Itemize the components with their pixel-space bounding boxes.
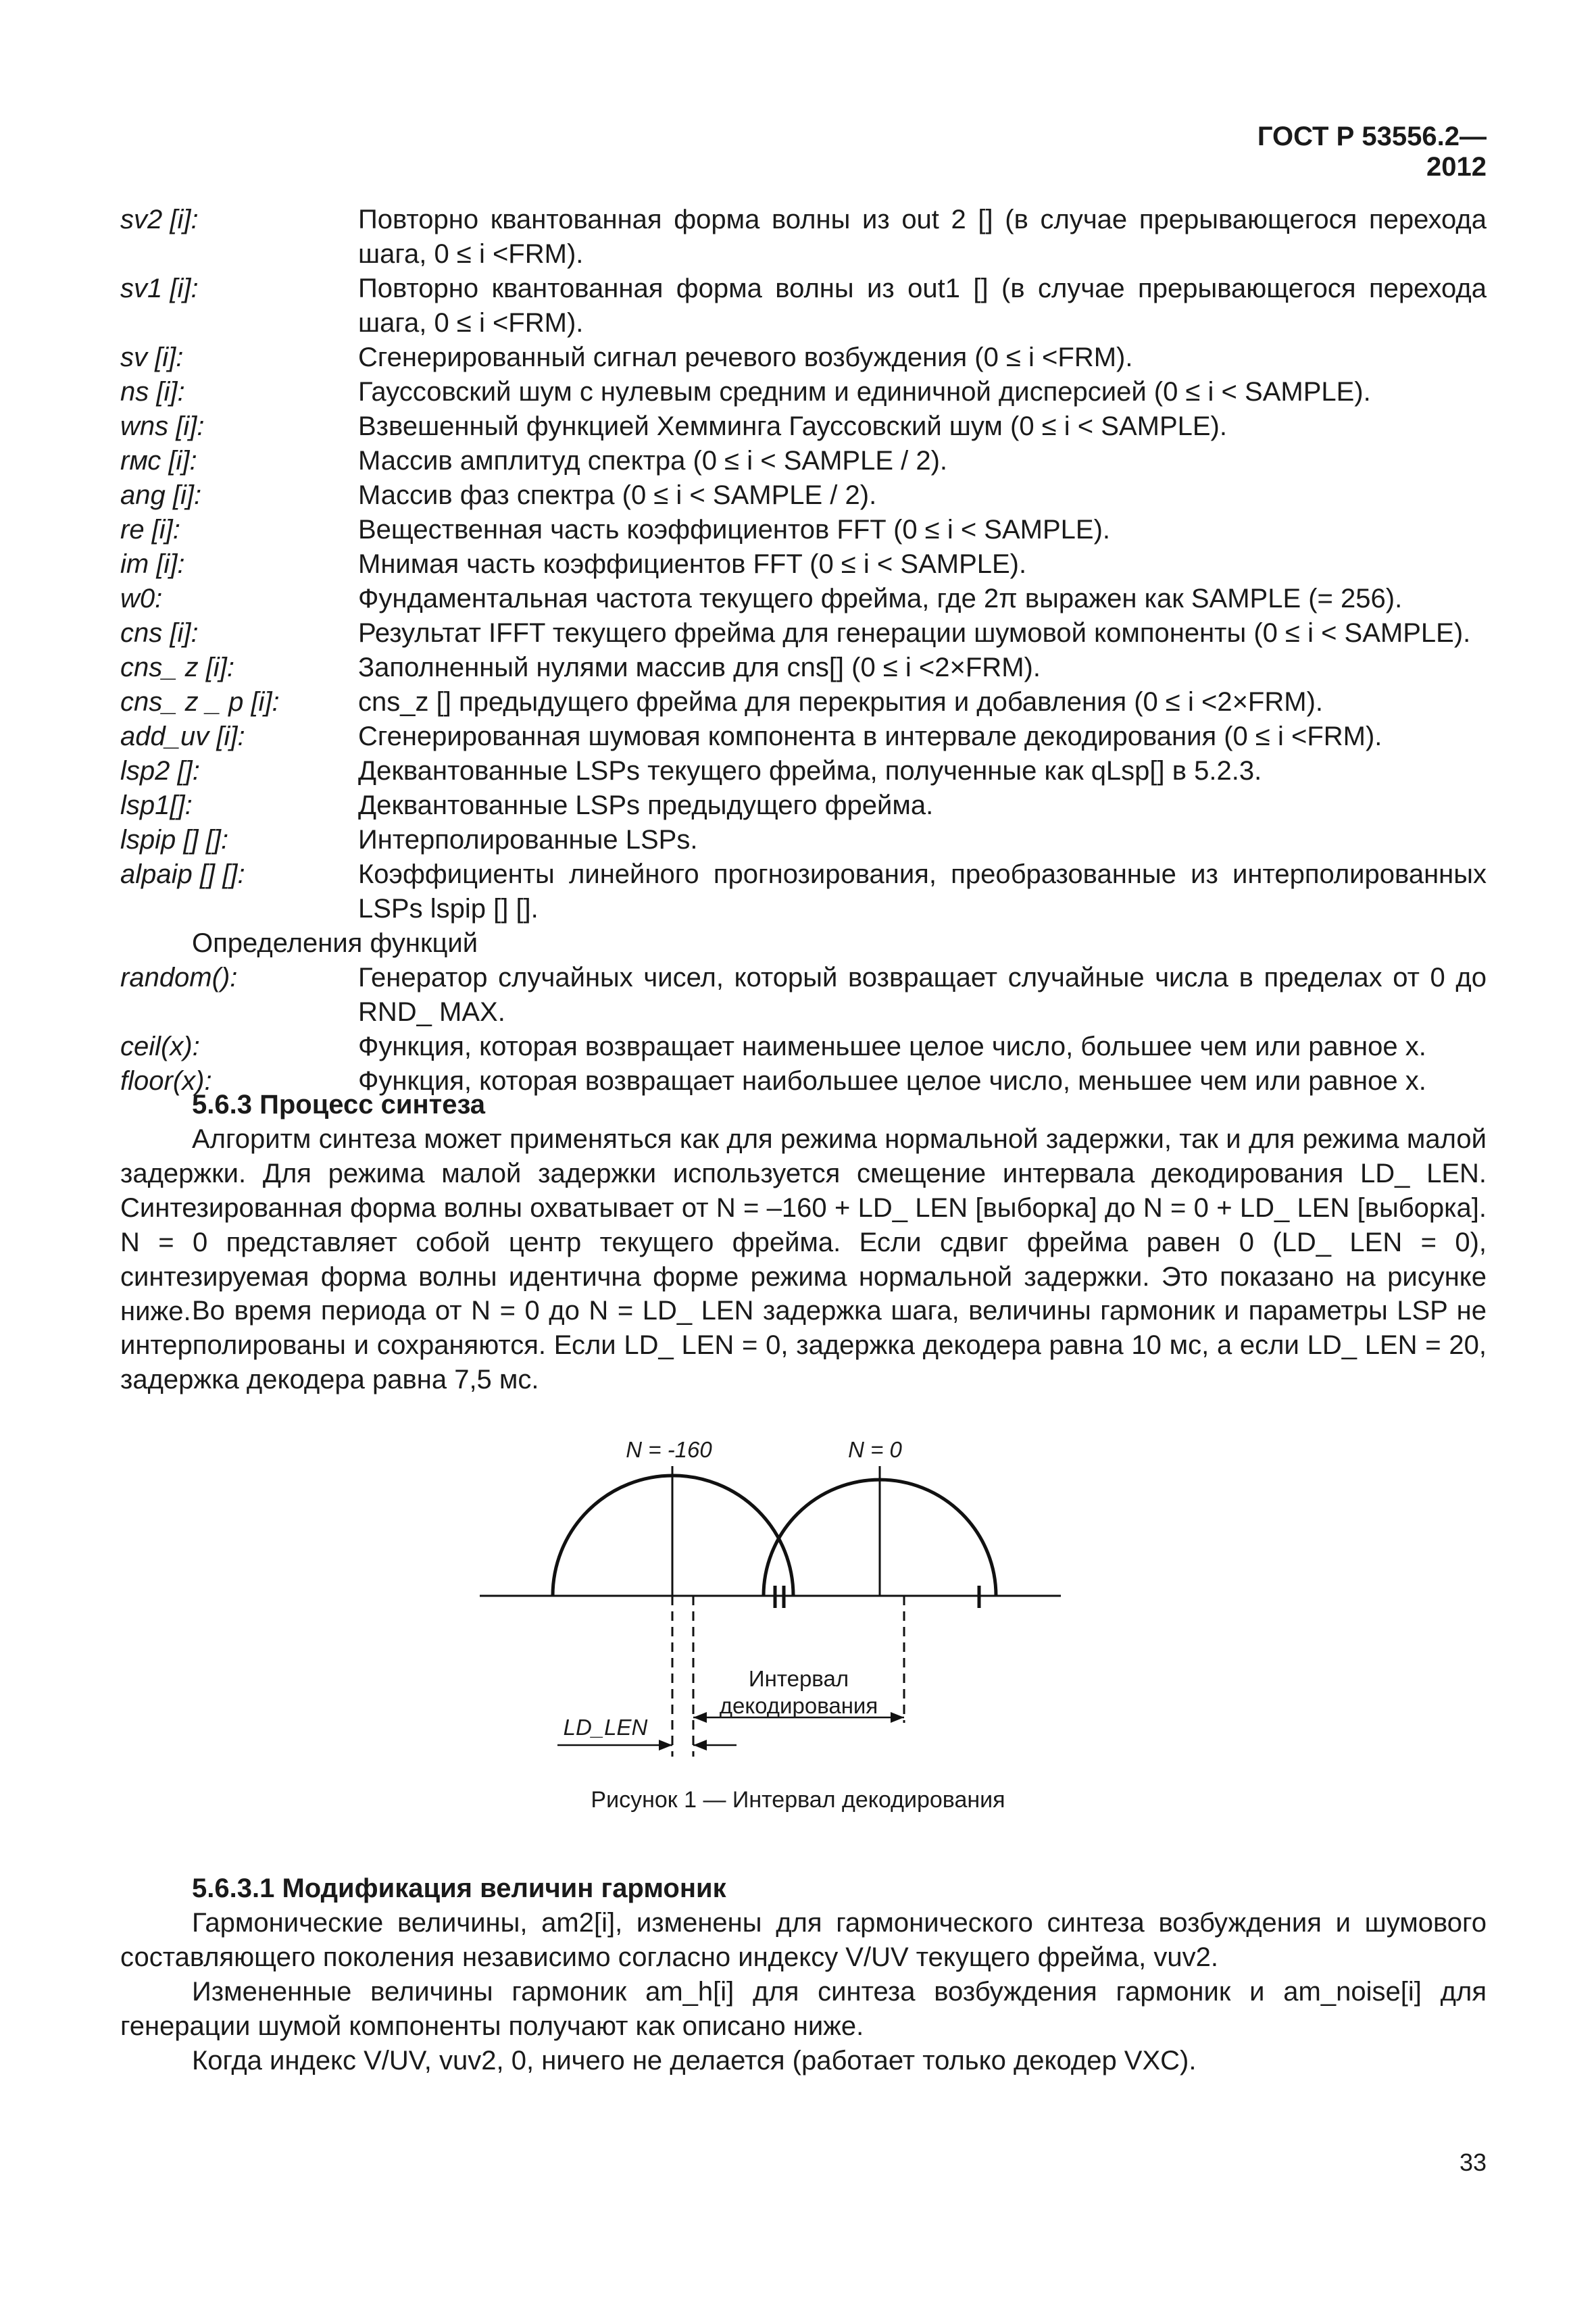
section-paragraph: Измененные величины гармоник am_h[i] для синтеза возбуждения гармоник и am_noise[i] для генерации шумой компоненты получают как описано ниже. (120, 1977, 1487, 2041)
definition-term: cns_ z [i]: (120, 653, 234, 682)
decoding-interval-figure (0, 1412, 1596, 1790)
interval-arrowhead-left (693, 1712, 707, 1723)
definition-term: lsp2 []: (120, 756, 200, 786)
section-paragraph: Алгоритм синтеза может применяться как для режима нормальной задержки, так и для режима малой задержки. Для режима малой задержки используется смещение интервала декодирования LD_ LEN. Синтезированная форма волны охватывает от N = –160 + LD_ LEN [выборка] до N = 0 + LD_ LEN [выборка]. N = 0 представляет собой центр текущего фрейма. Если сдвиг фрейма равен 0 (LD_ LEN = 0), синтезируемая форма волны идентична форме режима нормальной задержки. Это показано на рисунке ниже. (120, 1124, 1487, 1326)
definition-row (120, 616, 1487, 651)
definition-term: cns [i]: (120, 618, 199, 648)
definition-desc: Результат IFFT текущего фрейма для генерации шумовой компоненты (0 ≤ i < SAMPLE). (358, 618, 1471, 648)
definition-term: cns_ z _ p [i]: (120, 687, 280, 717)
section-paragraph: Когда индекс V/UV, vuv2, 0, ничего не делается (работает только декодер VXC). (192, 2046, 1197, 2076)
definition-desc: Взвешенный функцией Хемминга Гауссовский шум (0 ≤ i < SAMPLE). (358, 411, 1227, 441)
function-row (120, 1030, 1487, 1064)
definition-row (120, 720, 1487, 754)
definition-row (120, 823, 1487, 857)
function-desc: Генератор случайных чисел, который возвращает случайные числа в пределах от 0 до RND_ MAX. (358, 963, 1487, 1027)
functions-heading: Определения функций (192, 928, 478, 958)
definition-term: sv1 [i]: (120, 274, 199, 303)
definition-row (120, 272, 1487, 341)
definition-row (120, 341, 1487, 375)
function-term: floor(x): (120, 1066, 212, 1096)
figure-caption: Рисунок 1 — Интервал декодирования (591, 1787, 1005, 1813)
document-header: ГОСТ Р 53556.2—2012 (1257, 122, 1487, 182)
definition-desc: Деквантованные LSPs текущего фрейма, полученные как qLsp[] в 5.2.3. (358, 756, 1262, 786)
definition-term: ang [i]: (120, 480, 202, 510)
definition-term: sv [i]: (120, 343, 184, 372)
label-n-minus-160: N = -160 (626, 1437, 712, 1462)
definition-desc: Сгенерированный сигнал речевого возбуждения (0 ≤ i <FRM). (358, 343, 1133, 372)
definition-term: w0: (120, 584, 163, 613)
definition-desc: Повторно квантованная форма волны из out 2 [] (в случае прерывающегося перехода шага, 0 ≤ i <FRM). (358, 205, 1487, 269)
definition-row (120, 547, 1487, 582)
figure-diagram (0, 1412, 1596, 1790)
definition-term: im [i]: (120, 549, 185, 579)
definition-term: rмс [i]: (120, 446, 197, 476)
section-title-5-6-3-1: 5.6.3.1 Модификация величин гармоник (192, 1873, 726, 1903)
definition-desc: Интерполированные LSPs. (358, 825, 698, 855)
definition-row (120, 409, 1487, 444)
definition-desc: Массив фаз спектра (0 ≤ i < SAMPLE / 2). (358, 480, 877, 510)
definition-desc: Массив амплитуд спектра (0 ≤ i < SAMPLE / 2). (358, 446, 948, 476)
label-n-0: N = 0 (848, 1437, 902, 1462)
definition-row (120, 513, 1487, 547)
function-term: ceil(x): (120, 1032, 200, 1061)
page-number: 33 (1459, 2148, 1487, 2176)
function-desc: Функция, которая возвращает наименьшее целое число, большее чем или равное x. (358, 1032, 1426, 1061)
label-ld-len: LD_LEN (563, 1715, 648, 1740)
definition-row (120, 478, 1487, 513)
label-decoding: декодирования (719, 1693, 878, 1718)
definition-row (120, 651, 1487, 685)
definition-term: wns [i]: (120, 411, 205, 441)
definition-row (120, 857, 1487, 926)
definition-desc: Мнимая часть коэффициентов FFT (0 ≤ i < SAMPLE). (358, 549, 1027, 579)
ld-len-arrowhead-right (693, 1740, 707, 1751)
definition-term: lsp1[]: (120, 790, 193, 820)
function-row (120, 961, 1487, 1030)
definition-desc: Коэффициенты линейного прогнозирования, преобразованные из интерполированных LSPs lspip [] []. (358, 859, 1487, 924)
definition-term: sv2 [i]: (120, 205, 199, 234)
interval-arrowhead-right (891, 1712, 904, 1723)
definition-term: add_uv [i]: (120, 722, 245, 751)
definition-row (120, 582, 1487, 616)
definition-desc: Сгенерированная шумовая компонента в интервале декодирования (0 ≤ i <FRM). (358, 722, 1382, 751)
definition-row (120, 375, 1487, 409)
definition-desc: Гауссовский шум с нулевым средним и единичной дисперсией (0 ≤ i < SAMPLE). (358, 377, 1371, 407)
definition-row (120, 444, 1487, 478)
definition-term: lspip [] []: (120, 825, 229, 855)
definition-term: re [i]: (120, 515, 180, 545)
definition-desc: Вещественная часть коэффициентов FFT (0 ≤ i < SAMPLE). (358, 515, 1111, 545)
definitions-list (120, 203, 1487, 1099)
definition-term: alpaip [] []: (120, 859, 245, 889)
label-interval: Интервал (748, 1666, 849, 1691)
definition-desc: Заполненный нулями массив для cns[] (0 ≤ i <2×FRM). (358, 653, 1041, 682)
definition-row (120, 788, 1487, 823)
definition-row (120, 754, 1487, 788)
definition-desc: Деквантованные LSPs предыдущего фрейма. (358, 790, 934, 820)
section-paragraph: Во время периода от N = 0 до N = LD_ LEN задержка шага, величины гармоник и параметры LSP не интерполированы и сохраняются. Если LD_ LEN = 0, задержка декодера равна 10 мс, а если LD_ LEN = 20, задержка декодера равна 7,5 мс. (120, 1296, 1487, 1394)
definition-desc: cns_z [] предыдущего фрейма для перекрытия и добавления (0 ≤ i <2×FRM). (358, 687, 1324, 717)
section-title-5-6-3: 5.6.3 Процесс синтеза (192, 1090, 486, 1120)
definition-term: ns [i]: (120, 377, 185, 407)
definition-row (120, 685, 1487, 720)
definition-row (120, 203, 1487, 272)
definition-desc: Фундаментальная частота текущего фрейма, где 2π выражен как SAMPLE (= 256). (358, 584, 1403, 613)
function-term: random(): (120, 963, 238, 992)
function-desc: Функция, которая возвращает наибольшее целое число, меньшее чем или равное x. (358, 1066, 1426, 1096)
ld-len-arrowhead-left (659, 1740, 672, 1751)
section-paragraph: Гармонические величины, am2[i], изменены для гармонического синтеза возбуждения и шумового составляющего поколения независимо согласно индексу V/UV текущего фрейма, vuv2. (120, 1908, 1487, 1972)
definition-desc: Повторно квантованная форма волны из out1 [] (в случае прерывающегося перехода шага, 0 ≤ i <FRM). (358, 274, 1487, 338)
